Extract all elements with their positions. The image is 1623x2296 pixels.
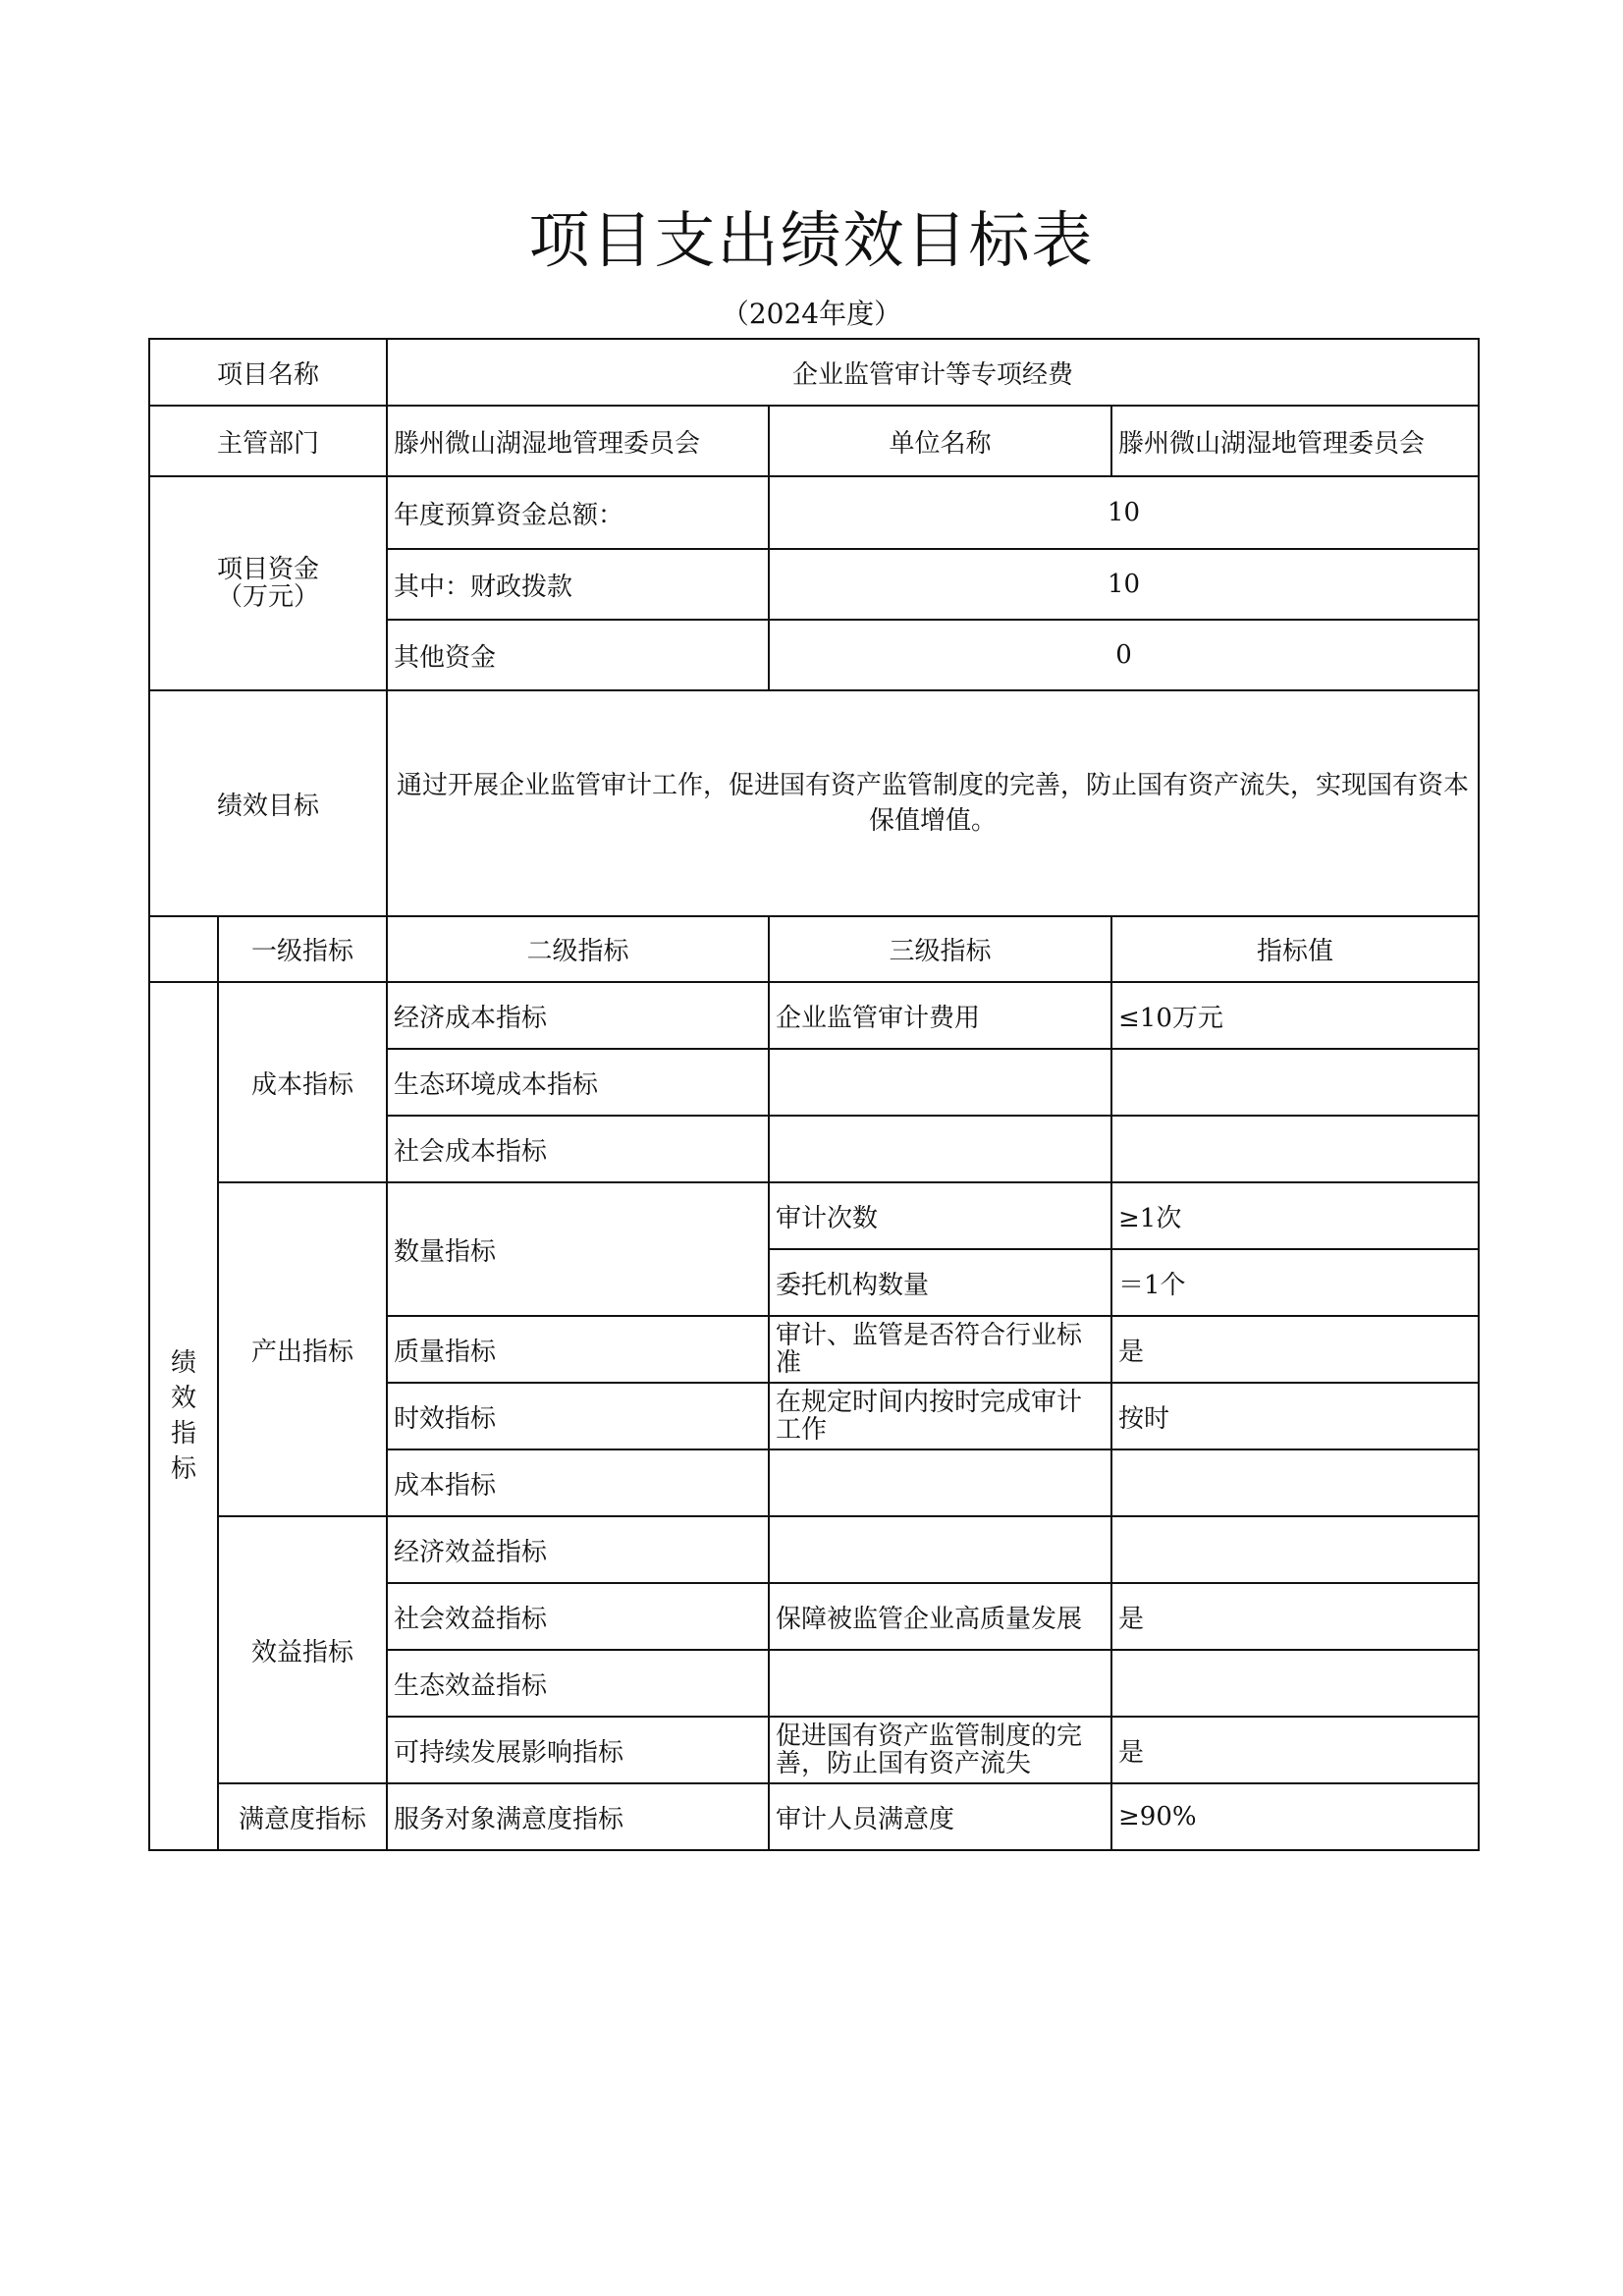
dept-label: 主管部门 [149, 406, 387, 476]
group-benefit: 效益指标 [218, 1516, 387, 1783]
row-level3: 审计人员满意度 [769, 1783, 1111, 1850]
row-level2: 生态环境成本指标 [387, 1049, 769, 1116]
row-value [1111, 1049, 1479, 1116]
funds-fiscal-value: 10 [769, 549, 1479, 620]
header-blank [149, 916, 218, 982]
funds-total-value: 10 [769, 476, 1479, 549]
unit-value: 滕州微山湖湿地管理委员会 [1111, 406, 1479, 476]
goal-text: 通过开展企业监管审计工作，促进国有资产监管制度的完善，防止国有资产流失，实现国有资本保值增值。 [387, 690, 1479, 916]
project-name-value: 企业监管审计等专项经费 [387, 339, 1479, 406]
row-level2: 经济成本指标 [387, 982, 769, 1049]
header-level2: 二级指标 [387, 916, 769, 982]
row-value: 是 [1111, 1717, 1479, 1783]
row-level3: 委托机构数量 [769, 1249, 1111, 1316]
row-level2: 质量指标 [387, 1316, 769, 1383]
row-value: ＝1个 [1111, 1249, 1479, 1316]
funds-other-value: 0 [769, 620, 1479, 690]
funds-label [149, 476, 387, 690]
funds-label-line2: （万元） [217, 582, 320, 612]
group-cost: 成本指标 [218, 982, 387, 1182]
row-level3 [769, 1650, 1111, 1717]
row-level2: 服务对象满意度指标 [387, 1783, 769, 1850]
header-level1: 一级指标 [218, 916, 387, 982]
row-value: ≥1次 [1111, 1182, 1479, 1249]
row-level3: 在规定时间内按时完成审计工作 [769, 1383, 1111, 1449]
row-level3: 企业监管审计费用 [769, 982, 1111, 1049]
unit-label: 单位名称 [769, 406, 1111, 476]
row-value: ≥90% [1111, 1783, 1479, 1850]
perf-indicator-label [149, 982, 218, 1850]
performance-table [148, 338, 1480, 1851]
group-output: 产出指标 [218, 1182, 387, 1516]
row-value [1111, 1116, 1479, 1182]
perf-label-char: 绩 [170, 1348, 196, 1378]
row-level3 [769, 1516, 1111, 1583]
funds-total-label: 年度预算资金总额： [387, 476, 769, 549]
project-name-label: 项目名称 [149, 339, 387, 406]
row-value: 是 [1111, 1316, 1479, 1383]
goal-label: 绩效目标 [149, 690, 387, 916]
group-satisfaction: 满意度指标 [218, 1783, 387, 1850]
row-level2: 生态效益指标 [387, 1650, 769, 1717]
funds-fiscal-label: 其中：财政拨款 [387, 549, 769, 620]
row-level3: 审计次数 [769, 1182, 1111, 1249]
row-level3: 审计、监管是否符合行业标准 [769, 1316, 1111, 1383]
row-level2: 经济效益指标 [387, 1516, 769, 1583]
perf-label-char: 指 [170, 1419, 196, 1449]
row-level2: 可持续发展影响指标 [387, 1717, 769, 1783]
row-level3 [769, 1449, 1111, 1516]
row-level2: 社会成本指标 [387, 1116, 769, 1182]
page-title: 项目支出绩效目标表 [528, 204, 1095, 276]
dept-value: 滕州微山湖湿地管理委员会 [387, 406, 769, 476]
row-value: ≤10万元 [1111, 982, 1479, 1049]
funds-other-label: 其他资金 [387, 620, 769, 690]
row-level2: 社会效益指标 [387, 1583, 769, 1650]
row-value: 按时 [1111, 1383, 1479, 1449]
row-value [1111, 1650, 1479, 1717]
row-value [1111, 1449, 1479, 1516]
row-value [1111, 1516, 1479, 1583]
row-level2: 时效指标 [387, 1383, 769, 1449]
header-level3: 三级指标 [769, 916, 1111, 982]
perf-label-char: 效 [170, 1384, 196, 1413]
row-value: 是 [1111, 1583, 1479, 1650]
funds-label-line1: 项目资金 [217, 555, 320, 584]
header-value: 指标值 [1111, 916, 1479, 982]
row-level3: 保障被监管企业高质量发展 [769, 1583, 1111, 1650]
perf-label-char: 标 [170, 1454, 196, 1484]
page-subtitle: （2024年度） [721, 298, 902, 330]
row-level3: 促进国有资产监管制度的完善，防止国有资产流失 [769, 1717, 1111, 1783]
row-level3 [769, 1116, 1111, 1182]
row-level2: 成本指标 [387, 1449, 769, 1516]
row-level2: 数量指标 [387, 1182, 769, 1316]
row-level3 [769, 1049, 1111, 1116]
